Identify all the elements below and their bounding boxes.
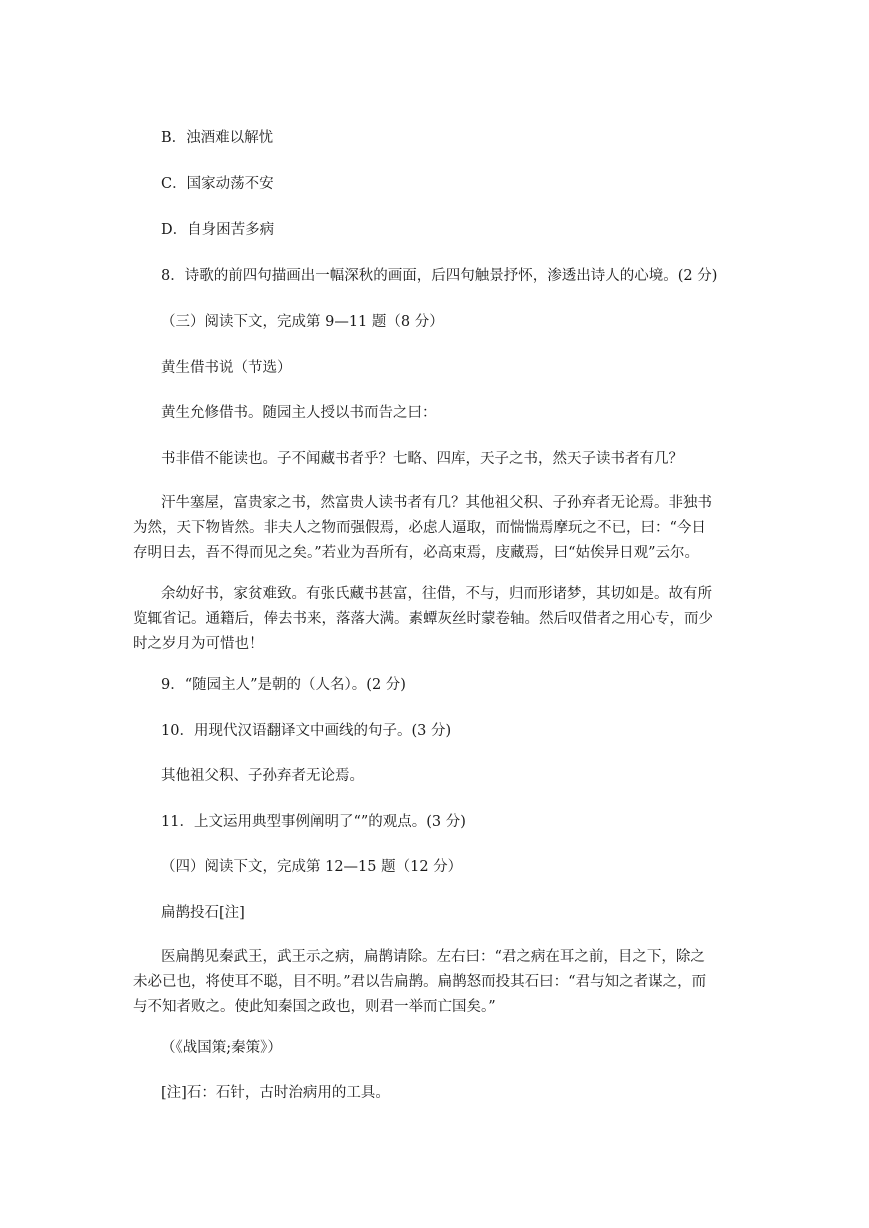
option-b: B．浊酒难以解忧 — [161, 130, 274, 146]
paragraph-line: 存明日去，吾不得而见之矣。”若业为吾所有，必高束焉，庋藏焉，曰“姑俟异日观”云尔。 — [133, 545, 699, 561]
question-9: 9．“随园主人”是朝的（人名）。(2 分) — [161, 677, 406, 693]
section-4-heading: （四）阅读下文，完成第 12—15 题（12 分） — [161, 859, 463, 875]
question-11: 11．上文运用典型事例阐明了“”的观点。(3 分) — [161, 814, 466, 830]
question-10: 10．用现代汉语翻译文中画线的句子。(3 分) — [161, 723, 452, 739]
paragraph-line: 时之岁月为可惜也！ — [133, 636, 264, 652]
section-3-paragraph-1: 书非借不能读也。子不闻藏书者乎？七略、四库，天子之书，然天子读书者有几？ — [161, 451, 683, 467]
section-3-heading: （三）阅读下文，完成第 9—11 题（8 分） — [161, 314, 444, 330]
section-4-paragraph — [133, 945, 745, 1020]
section-4-title: 扁鹊投石[注] — [161, 905, 245, 921]
section-3-title: 黄生借书说（节选） — [161, 360, 292, 376]
paragraph-line: 览辄省记。通籍后，俸去书来，落落大满。素蟫灰丝时蒙卷轴。然后叹借者之用心专，而少 — [133, 611, 713, 627]
paragraph-line: 与不知者败之。使此知秦国之政也，则君一举而亡国矣。” — [133, 999, 496, 1015]
question-8: 8．诗歌的前四句描画出一幅深秋的画面，后四句触景抒怀，渗透出诗人的心境。(2 分) — [161, 268, 718, 284]
paragraph-line: 汗牛塞屋，富贵家之书，然富贵人读书者有几？其他祖父积、子孙弃者无论焉。非独书 — [161, 495, 712, 511]
option-c: C．国家动荡不安 — [161, 176, 274, 192]
option-d: D．自身困苦多病 — [161, 222, 275, 238]
section-4-note: [注]石：石针，古时治病用的工具。 — [161, 1085, 390, 1101]
section-4-source: （《战国策;秦策》） — [161, 1040, 282, 1056]
question-10-sentence: 其他祖父积、子孙弃者无论焉。 — [161, 768, 364, 784]
section-3-paragraph-3 — [133, 582, 745, 657]
paragraph-line: 余幼好书，家贫难致。有张氏藏书甚富，往借，不与，归而形诸梦，其切如是。故有所 — [161, 586, 712, 602]
section-3-paragraph-2 — [133, 491, 745, 566]
paragraph-line: 为然，天下物皆然。非夫人之物而强假焉，必虑人逼取，而惴惴焉摩玩之不已，曰：“今日 — [133, 520, 706, 536]
paragraph-line: 未必已也，将使耳不聪，目不明。”君以告扁鹊。扁鹊怒而投其石曰：“君与知之者谋之，而 — [133, 974, 707, 990]
paragraph-line: 医扁鹊见秦武王，武王示之病，扁鹊请除。左右曰：“君之病在耳之前，目之下，除之 — [161, 949, 705, 965]
section-3-intro: 黄生允修借书。随园主人授以书而告之曰： — [161, 405, 437, 421]
